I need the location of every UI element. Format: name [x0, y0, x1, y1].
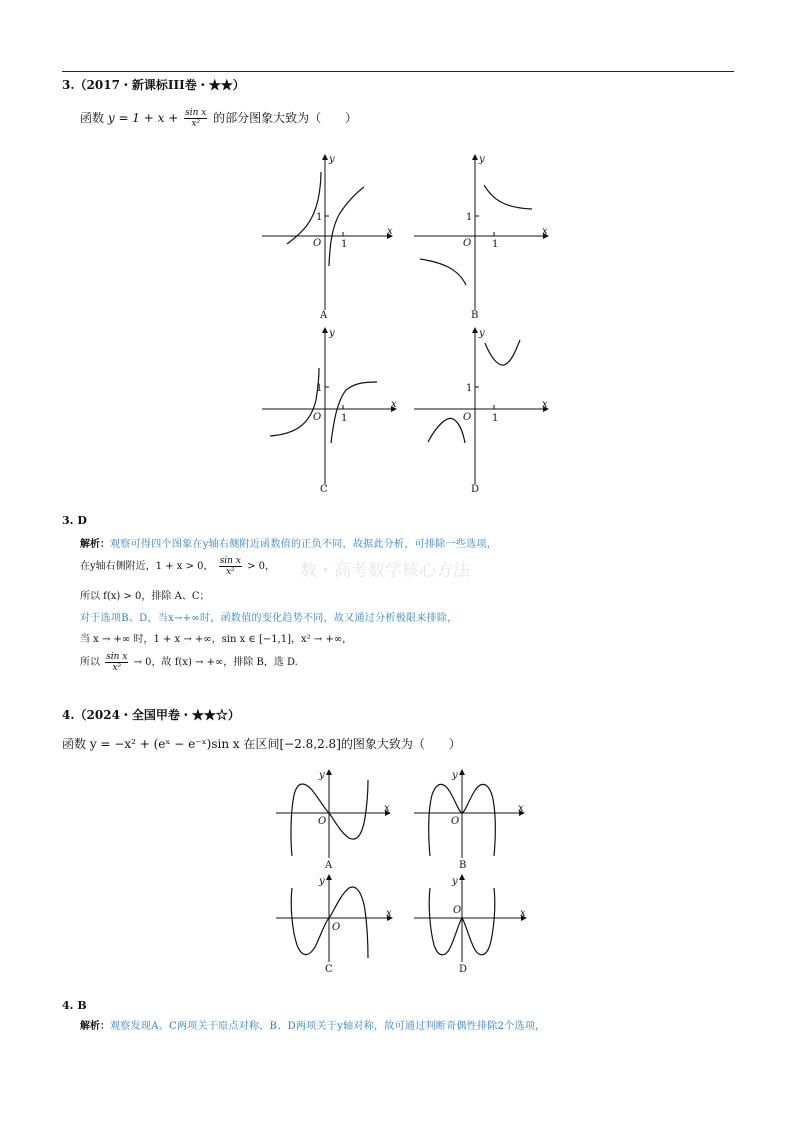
q3-graph-d — [414, 328, 548, 495]
origin-label: O — [318, 816, 327, 827]
q3-line2-fraction — [219, 556, 242, 577]
graph-label-a: A — [325, 860, 333, 871]
x-label: x — [542, 226, 548, 237]
q3-graph-a — [262, 154, 393, 321]
q4-analysis-text1: 观察发现A、C两项关于原点对称，B、D两项关于y轴对称，故可通过判断奇偶性排除2个选项， — [110, 1021, 546, 1032]
tick-1-x-label: 1 — [492, 413, 499, 424]
graph-label-a: A — [320, 310, 328, 321]
q3-analysis-line3: 所以 f(x) > 0，排除 A、C； — [80, 591, 210, 602]
q3-formula-lhs: y = 1 + x + — [107, 111, 179, 125]
graph-label-c: C — [325, 964, 333, 975]
q3-line2-pre: 在y轴右侧附近，1 + x > 0， — [80, 561, 214, 572]
q3-line2-frac-den: x² — [225, 567, 235, 577]
q3-analysis-line4: 对于选项B、D，当x→+∞时，函数值的变化趋势不同，故又通过分析极限来排除， — [80, 613, 458, 624]
x-label: x — [542, 399, 548, 410]
q4-graph-c — [276, 875, 392, 975]
q3-line6-pre: 所以 — [80, 657, 100, 668]
x-label: x — [386, 908, 392, 919]
q3-analysis-line2 — [80, 556, 275, 577]
curve-left — [428, 418, 465, 443]
curve-right — [484, 185, 532, 209]
q4-graph-a — [276, 770, 390, 871]
q3-prompt-post: 的部分图象大致为（ ） — [213, 111, 358, 125]
tick-1-x-label: 1 — [492, 239, 499, 250]
origin-label: O — [332, 922, 341, 933]
tick-1-x-label: 1 — [341, 413, 348, 424]
q3-analysis-line5: 当 x → +∞ 时，1 + x → +∞，sin x ∈ [−1,1]，x² → +∞， — [80, 634, 353, 645]
graph-label-b: B — [471, 310, 479, 321]
y-label: y — [319, 770, 325, 781]
tick-1-y-label: 1 — [466, 383, 473, 394]
y-label: y — [479, 328, 485, 339]
q3-line6-fraction — [105, 652, 128, 673]
curve-right — [329, 187, 364, 266]
y-label: y — [452, 876, 458, 887]
q4-number: 4. — [62, 708, 75, 722]
q3-line6-frac-den: x² — [112, 663, 122, 673]
q3-prompt-pre: 函数 — [80, 111, 105, 125]
q3-analysis-text1: 观察可得四个图象在y轴右侧附近函数值的正负不同，故据此分析，可排除一些选项， — [110, 539, 498, 550]
x-label: x — [520, 908, 526, 919]
graph-label-d: D — [471, 484, 480, 495]
q3-line2-frac-num: sin x — [219, 556, 241, 566]
y-label: y — [329, 154, 335, 165]
y-label: y — [329, 328, 335, 339]
y-label: y — [452, 770, 458, 781]
q3-line6-frac-num: sin x — [106, 652, 128, 662]
origin-label: O — [313, 238, 322, 249]
curve-left — [420, 259, 466, 285]
q3-source: （2017・新课标III卷・★★） — [74, 78, 245, 92]
q3-number: 3. — [62, 78, 75, 92]
graph-label-c: C — [320, 484, 328, 495]
q3-graph-b — [414, 154, 548, 321]
curve-left — [287, 172, 321, 244]
q4-answer: 4. B — [62, 999, 87, 1012]
q3-answer: 3. D — [62, 514, 87, 527]
q4-analysis-line1 — [80, 1018, 545, 1034]
curve-right — [485, 340, 520, 365]
origin-label: O — [313, 412, 322, 423]
y-label: y — [479, 154, 485, 165]
q3-graph-c — [262, 328, 397, 495]
q4-analysis-label: 解析： — [80, 1021, 110, 1032]
tick-1-y-label: 1 — [466, 212, 473, 223]
q3-frac-denominator: x² — [191, 119, 201, 129]
q4-graph-b — [414, 770, 524, 871]
y-label: y — [319, 876, 325, 887]
q3-analysis-label: 解析： — [80, 539, 110, 550]
x-label: x — [518, 803, 524, 814]
origin-label: O — [463, 412, 472, 423]
q3-frac-numerator: sin x — [185, 108, 207, 118]
q4-prompt: 函数 y = −x² + (eˣ − e⁻ˣ)sin x 在区间[−2.8,2.8]的图象大致为（ ） — [62, 737, 461, 751]
tick-1-y-label: 1 — [316, 212, 323, 223]
q3-line2-post: > 0， — [247, 561, 276, 572]
origin-label: O — [463, 238, 472, 249]
curve-right — [331, 382, 377, 443]
curve — [291, 887, 368, 958]
x-label: x — [384, 803, 390, 814]
graph-label-d: D — [459, 964, 468, 975]
q3-analysis-line6 — [80, 652, 298, 673]
graph-label-b: B — [459, 860, 467, 871]
tick-1-y-label: 1 — [316, 383, 323, 394]
q3-analysis-line1 — [80, 536, 497, 552]
q4-graph-d — [414, 875, 526, 975]
x-label: x — [387, 226, 393, 237]
q4-header — [62, 708, 240, 722]
q4-source: （2024・全国甲卷・★★☆） — [74, 708, 240, 722]
origin-label: O — [451, 816, 460, 827]
q3-line6-post: → 0，故 f(x) → +∞，排除 B，选 D. — [133, 657, 298, 668]
x-label: x — [391, 399, 397, 410]
watermark: 数・高考数学核心方法 — [300, 561, 470, 581]
tick-1-x-label: 1 — [341, 239, 348, 250]
origin-label: O — [453, 905, 462, 916]
curve-left — [270, 368, 322, 436]
